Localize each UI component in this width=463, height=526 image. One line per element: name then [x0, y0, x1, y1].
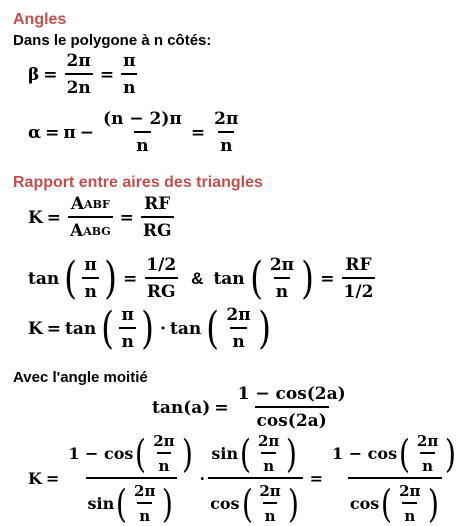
fraction-pi-n: $\frac{\pi}{n}$	[84, 255, 97, 302]
equals-sign: =	[190, 122, 206, 143]
fraction-pi-n: $\frac{\pi}{n}$	[123, 51, 136, 98]
tan-function: tan	[169, 318, 202, 339]
polygon-intro-text: Dans le polygone à n côtés:	[13, 32, 212, 49]
ampersand: &	[191, 268, 204, 288]
alpha-symbol: α	[28, 122, 42, 143]
equals-sign: =	[45, 469, 60, 488]
fraction-one-minus-cos-over-cos: 1 − cos ( $\frac{2\pi}{n}$ ) cos ( $\frac{2\pi}{n}$ )	[331, 431, 457, 526]
equals-sign: =	[45, 122, 60, 143]
section-title-ratio: Rapport entre aires des triangles	[13, 174, 263, 191]
equation-tan-half-angle	[152, 384, 351, 431]
equals-sign: =	[46, 318, 62, 339]
k-symbol: K	[28, 207, 43, 228]
fraction-2pi-n: $\frac{2\pi}{n}$	[269, 255, 295, 302]
fraction-pi-n: $\frac{\pi}{n}$	[121, 305, 134, 352]
dot-operator: ·	[199, 469, 206, 488]
tan-function: tan	[65, 318, 97, 339]
equals-sign: =	[43, 64, 58, 85]
equation-k-final	[28, 432, 463, 525]
tan-function: tan	[28, 268, 60, 289]
fraction-rf-rg: $\frac{RF}{RG}$	[142, 194, 172, 241]
equals-sign: =	[123, 268, 138, 289]
minus-sign: −	[79, 122, 95, 143]
equals-sign: =	[320, 268, 335, 289]
fraction-rf-half: $\frac{RF}{1/2}$	[343, 255, 374, 302]
fraction-sin-over-cos: sin ( $\frac{2\pi}{n}$ ) cos ( $\frac{2\pi}{n}$ )	[208, 432, 303, 525]
fraction-area-ratio: A ABF A ABG	[70, 194, 111, 241]
fraction-one-minus-cos-over-sin: 1 − cos ( $\frac{2\pi}{n}$ ) sin ( $\frac{2\pi}{n}$ )	[68, 431, 193, 526]
k-symbol: K	[28, 318, 43, 339]
fraction-2pi-n: $\frac{2\pi}{n}$	[226, 305, 251, 352]
equals-sign: =	[309, 469, 323, 488]
equation-k-area-ratio	[28, 194, 177, 241]
dot-operator: ·	[160, 318, 166, 339]
equals-sign: =	[119, 207, 134, 228]
fraction-2pi-n: $\frac{2\pi}{n}$	[214, 109, 239, 156]
equation-beta	[28, 51, 141, 98]
equals-sign: =	[214, 397, 229, 418]
equation-alpha	[28, 109, 243, 156]
fraction-half-rg: $\frac{1/2}{RG}$	[146, 255, 177, 302]
fraction-2pi-2n: $\frac{2\pi}{2n}$	[66, 51, 91, 98]
tan-a: tan(a)	[152, 397, 211, 418]
equation-k-tan-product: K = tan ( $\frac{\pi}{n}$ ) · tan ( $\frac{2\pi}{n}$ )	[28, 302, 271, 354]
tan-function: tan	[213, 268, 245, 289]
section-title-angles: Angles	[13, 11, 67, 28]
k-symbol: K	[28, 469, 42, 488]
equals-sign: =	[99, 64, 115, 85]
beta-symbol: β	[28, 64, 40, 85]
fraction-half-angle: $\frac{1 - \cos(2a)}{\cos(2a)}$	[237, 384, 346, 431]
pi-symbol: π	[63, 122, 76, 143]
fraction-n-minus-2-pi: $\frac{(n - 2)\pi}{n}$	[103, 109, 182, 156]
equation-tan-relations: tan ( $\frac{\pi}{n}$ ) = $\frac{1/2}{RG}$ & tan ( $\frac{2\pi}{n}$ ) = $\frac{RF}{1/2}$	[28, 252, 374, 304]
equals-sign: =	[46, 207, 62, 228]
half-angle-text: Avec l'angle moitié	[13, 369, 148, 386]
